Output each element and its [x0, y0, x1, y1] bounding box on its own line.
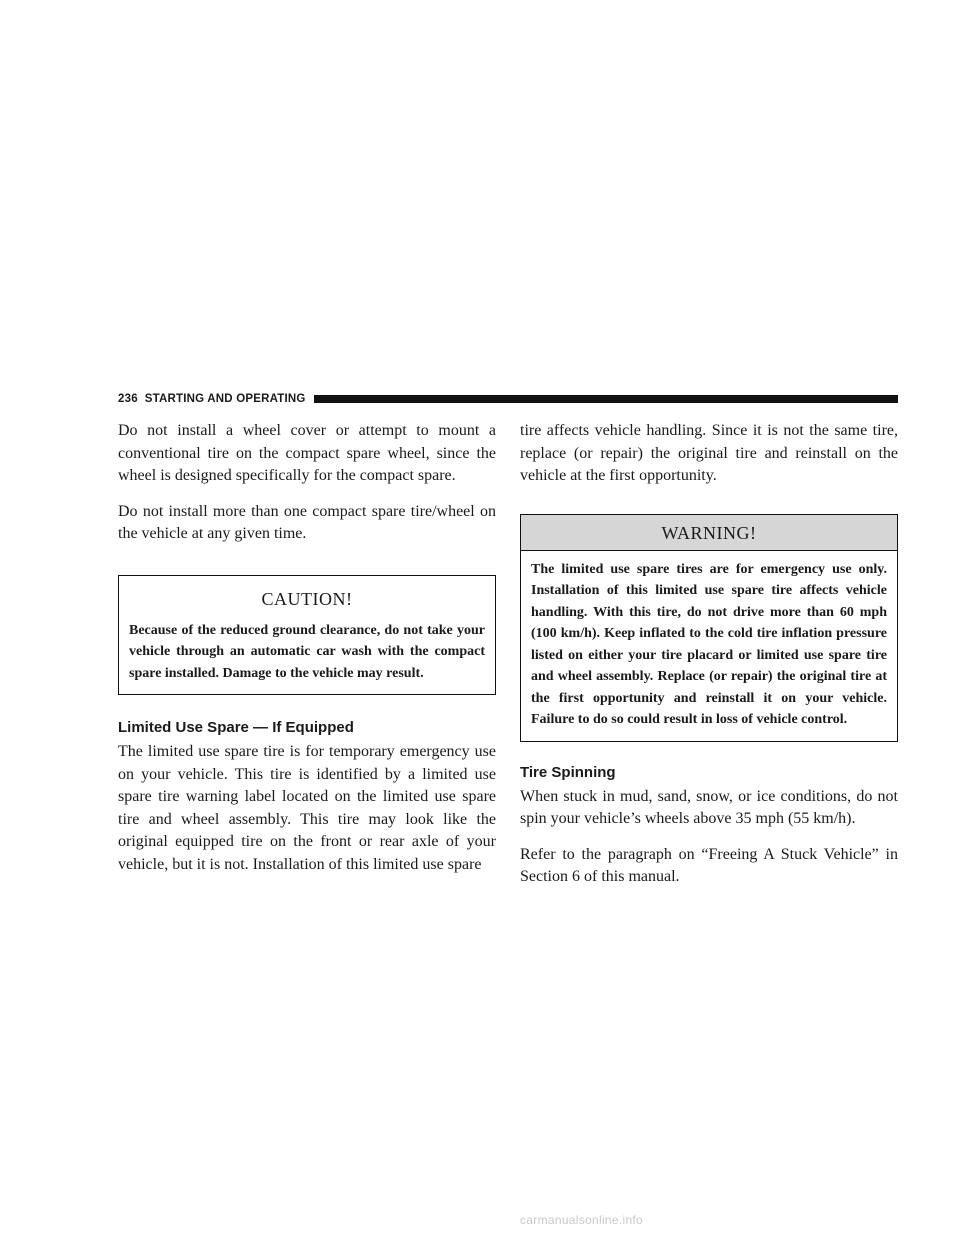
right-column — [520, 420, 898, 902]
wheel-cover-paragraph: Do not install a wheel cover or attempt to mount a conventional tire on the compact spare wheel, since the wheel is designed specifically for the compact spare. — [118, 422, 496, 484]
stuck-vehicle-paragraph: Refer to the paragraph on “Freeing A Stuck Vehicle” in Section 6 of this manual. — [520, 845, 898, 885]
warning-box — [520, 514, 898, 742]
watermark-text: carmanualsonline.info — [520, 1213, 644, 1227]
warning-title: WARNING! — [521, 515, 897, 551]
caution-box — [118, 575, 496, 696]
warning-text: The limited use spare tires are for emergency use only. Installation of this limited use spare tire affects vehicle handling. With this tire, do not drive more than 60 mph (100 km/h). Keep inflated to the cold tire inflation pressure listed on either your tire placard or limited use spare tire and wheel assembly. Replace (or repair) the original tire at the first opportunity and reinstall it on your vehicle. Failure to do so could result in loss of vehicle control. — [531, 561, 887, 727]
single-spare-paragraph: Do not install more than one compact spare tire/wheel on the vehicle at any given time. — [118, 502, 496, 542]
tire-spinning-heading: Tire Spinning — [520, 763, 616, 781]
limited-use-spare-heading: Limited Use Spare — If Equipped — [118, 719, 354, 736]
page-header — [118, 392, 898, 406]
header-rule — [314, 395, 898, 403]
page-number: 236 — [118, 393, 138, 405]
caution-title: CAUTION! — [261, 588, 353, 609]
caution-text: Because of the reduced ground clearance, do not take your vehicle through an automatic car wash with the compact spare installed. Damage to the vehicle may result. — [129, 622, 485, 681]
section-title: STARTING AND OPERATING — [144, 393, 306, 405]
limited-use-spare-paragraph: The limited use spare tire is for temporary emergency use on your vehicle. This tire is identified by a limited use spare tire warning label located on the limited use spare tire and wheel assembly. This tire may look like the original equipped tire on the front or rear axle of your vehicle, but it is not. Installation of this limited use spare — [118, 743, 496, 873]
left-column — [118, 420, 496, 889]
tire-spinning-paragraph: When stuck in mud, sand, snow, or ice conditions, do not spin your vehicle’s wheels above 35 mph (55 km/h). — [520, 787, 898, 827]
handling-paragraph: tire affects vehicle handling. Since it is not the same tire, replace (or repair) the original tire and reinstall on the vehicle at the first opportunity. — [520, 422, 898, 484]
